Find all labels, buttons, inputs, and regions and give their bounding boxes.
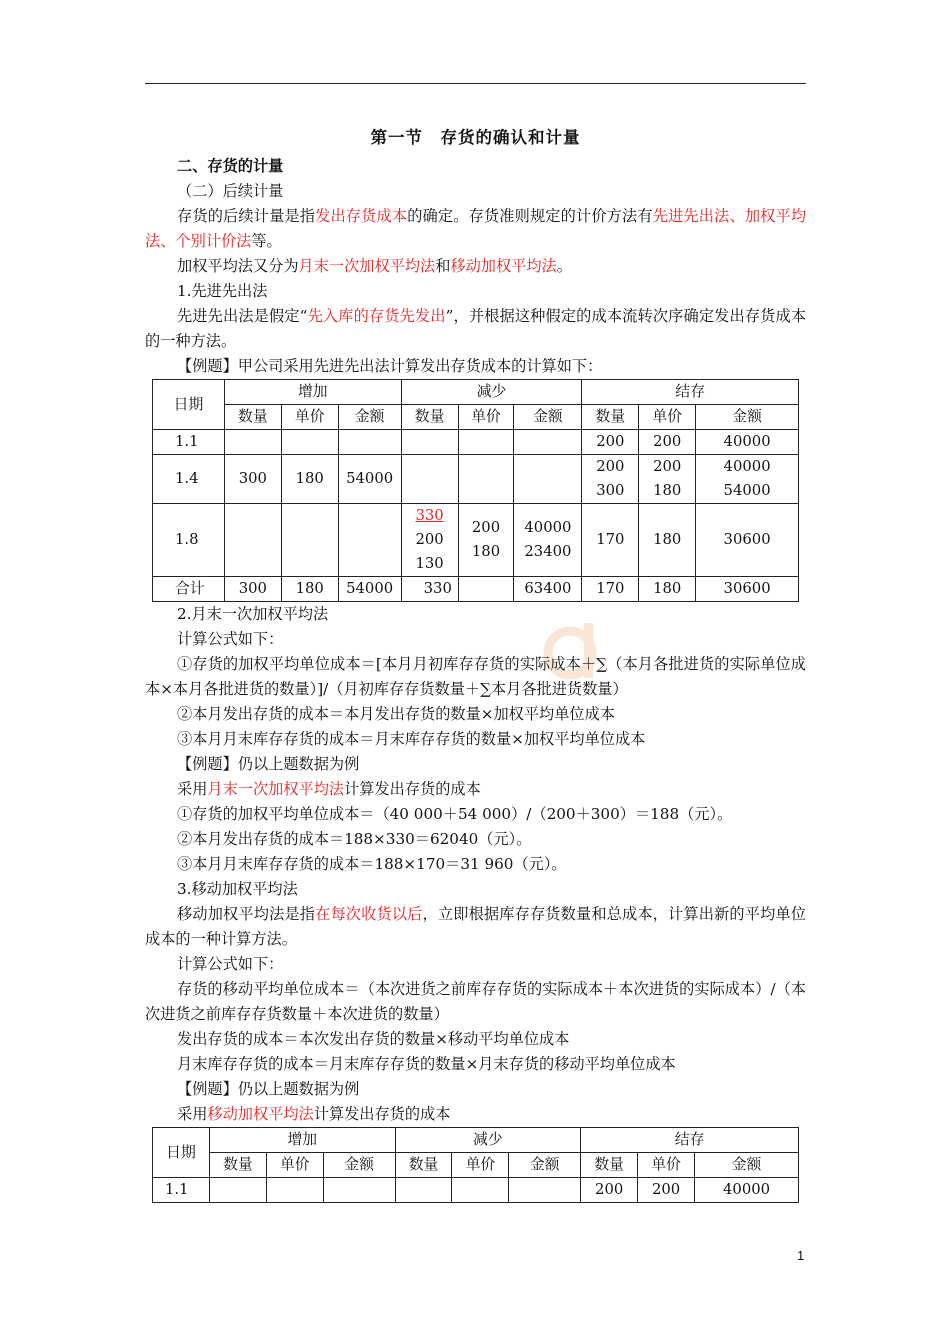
cell: 170	[582, 504, 639, 577]
monthly-formula-3: ③本月月末库存存货的成本＝月末库存存货的数量×加权平均单位成本	[177, 730, 646, 748]
text: 、	[729, 207, 745, 225]
section-heading: 二、存货的计量	[177, 157, 284, 175]
header-decrease: 减少	[401, 380, 582, 405]
text: 计算发出存货的成本	[344, 780, 481, 798]
monthly-calc-3: ③本月月末库存存货的成本＝188×170＝31 960（元）。	[177, 855, 567, 873]
cell	[514, 455, 582, 504]
header-qty: 数量	[581, 1153, 638, 1178]
fifo-table	[152, 379, 799, 602]
header-amount: 金额	[695, 1153, 799, 1178]
header-increase: 增加	[209, 1128, 395, 1153]
header-qty: 数量	[224, 405, 281, 430]
header-date: 日期	[153, 380, 225, 430]
text: 的确定。存货准则规定的计价方法有	[407, 207, 653, 225]
highlight: 月末一次加权平均法	[207, 780, 345, 798]
header-price: 单价	[458, 405, 514, 430]
cell: 300	[224, 455, 281, 504]
header-amount: 金额	[696, 405, 799, 430]
moving-formula-intro: 计算公式如下：	[177, 955, 284, 973]
cell: 170	[582, 577, 639, 602]
table-header-row	[153, 1128, 799, 1153]
cell	[582, 455, 639, 504]
cell: 180	[639, 577, 696, 602]
cell: 200	[638, 1178, 695, 1203]
fifo-heading: 1.先进先出法	[177, 282, 268, 300]
cell-line: 54000	[723, 482, 771, 499]
monthly-formula-1: ①存货的加权平均单位成本＝[本月月初库存存货的实际成本＋∑（本月各批进货的实际单位成本×本月各批进货的数量）]/（月初库存存货数量＋∑本月各批进货数量）	[145, 655, 806, 698]
cell-line: 200	[596, 458, 625, 475]
text: 先进先出法是假定“	[177, 307, 308, 325]
table-row	[153, 455, 799, 504]
cell-date: 1.8	[153, 504, 225, 577]
cell	[509, 1178, 581, 1203]
cell	[224, 430, 281, 455]
page-number: 1	[797, 1248, 805, 1263]
monthly-use	[145, 777, 806, 802]
fifo-example: 【例题】甲公司采用先进先出法计算发出存货成本的计算如下：	[177, 357, 603, 375]
cell	[514, 504, 582, 577]
header-amount: 金额	[323, 1153, 395, 1178]
header-date: 日期	[153, 1128, 210, 1178]
text: 。	[556, 257, 572, 275]
header-increase: 增加	[224, 380, 401, 405]
highlight: 个别计价法	[175, 232, 252, 250]
moving-heading: 3.移动加权平均法	[177, 880, 298, 898]
cell	[514, 430, 582, 455]
cell: 330	[401, 577, 458, 602]
cell	[401, 430, 458, 455]
highlight: 在每次收货以后	[315, 905, 423, 923]
cell: 180	[639, 504, 696, 577]
monthly-calc-2: ②本月发出存货的成本＝188×330＝62040（元）。	[177, 830, 532, 848]
cell	[401, 455, 458, 504]
cell-date: 1.4	[153, 455, 225, 504]
fifo-description	[145, 304, 806, 354]
cell: 40000	[695, 1178, 799, 1203]
cell: 180	[281, 455, 338, 504]
header-decrease: 减少	[395, 1128, 581, 1153]
cell	[458, 430, 514, 455]
monthly-formula-2: ②本月发出存货的成本＝本月发出存货的数量×加权平均单位成本	[177, 705, 615, 723]
table-subheader-row	[153, 1153, 799, 1178]
table-total-row	[153, 577, 799, 602]
document-body	[145, 122, 806, 1203]
cell	[401, 504, 458, 577]
cell	[338, 430, 401, 455]
cell	[452, 1178, 509, 1203]
highlight: 先进先出法	[652, 207, 730, 225]
moving-example: 【例题】仍以上题数据为例	[177, 1080, 360, 1098]
text: 移动加权平均法是指	[177, 905, 316, 923]
header-balance: 结存	[582, 380, 799, 405]
header-price: 单价	[452, 1153, 509, 1178]
cell	[458, 455, 514, 504]
cell: 54000	[338, 455, 401, 504]
header-qty: 数量	[582, 405, 639, 430]
monthly-calc-1: ①存货的加权平均单位成本＝（40 000＋54 000）/（200＋300）＝188（元）。	[177, 805, 733, 823]
cell	[458, 504, 514, 577]
header-amount: 金额	[509, 1153, 581, 1178]
cell	[395, 1178, 452, 1203]
cell: 200	[581, 1178, 638, 1203]
header-price: 单价	[639, 405, 696, 430]
cell-line: 200	[415, 531, 444, 548]
cell-line: 180	[653, 482, 682, 499]
cell: 40000	[696, 430, 799, 455]
cell	[224, 504, 281, 577]
highlight: 发出存货成本	[315, 207, 408, 225]
monthly-example: 【例题】仍以上题数据为例	[177, 755, 360, 773]
header-rule	[145, 83, 806, 84]
cell: 63400	[514, 577, 582, 602]
cell	[209, 1178, 266, 1203]
cell: 30600	[696, 577, 799, 602]
text: ，立即根据库存存货数量和总成本，计算出新的平均单位成本的一种计算方法。	[145, 905, 807, 948]
page-title: 第一节 存货的确认和计量	[370, 128, 581, 147]
cell-line: 40000	[723, 458, 771, 475]
text: 采用	[177, 1105, 208, 1123]
header-amount: 金额	[514, 405, 582, 430]
header-qty: 数量	[401, 405, 458, 430]
cell-line: 200	[471, 519, 501, 536]
moving-formula-3: 月末库存存货的成本＝月末库存存货的数量×月末存货的移动平均单位成本	[177, 1055, 676, 1073]
cell	[458, 577, 514, 602]
table-row	[153, 430, 799, 455]
text: 等。	[251, 232, 282, 250]
header-qty: 数量	[395, 1153, 452, 1178]
cell-line: 40000	[524, 519, 572, 536]
cell	[639, 455, 696, 504]
highlight: 先入库的存货先发出	[307, 307, 446, 325]
text: 和	[435, 257, 451, 275]
cell: 30600	[696, 504, 799, 577]
cell: 180	[281, 577, 338, 602]
table-subheader-row	[153, 405, 799, 430]
header-balance: 结存	[581, 1128, 799, 1153]
cell-date: 1.1	[153, 430, 225, 455]
monthly-heading: 2.月末一次加权平均法	[177, 605, 329, 623]
intro-paragraph-2	[145, 254, 806, 279]
cell	[266, 1178, 323, 1203]
text: ”，并根据这种假定的成本流转次序确定发出存货成本的一种方法。	[145, 307, 807, 350]
text: 计算发出存货的成本	[313, 1105, 451, 1123]
highlight: 月末一次加权平均法	[298, 257, 436, 275]
cell: 200	[639, 430, 696, 455]
highlight: 移动加权平均法	[207, 1105, 314, 1123]
cell-line: 180	[471, 543, 501, 560]
cell-line-highlight: 330	[415, 507, 444, 524]
header-price: 单价	[281, 405, 338, 430]
cell	[281, 430, 338, 455]
moving-formula-1: 存货的移动平均单位成本＝（本次进货之前库存存货的实际成本＋本次进货的实际成本）/（本次进货之前库存存货数量＋本次进货的数量）	[145, 980, 806, 1023]
cell-line: 130	[415, 555, 444, 572]
cell	[338, 504, 401, 577]
cell	[323, 1178, 395, 1203]
header-qty: 数量	[209, 1153, 266, 1178]
table-row	[153, 504, 799, 577]
moving-table	[152, 1127, 799, 1203]
monthly-formula-intro: 计算公式如下：	[177, 630, 284, 648]
text: 加权平均法又分为	[177, 257, 299, 275]
header-price: 单价	[638, 1153, 695, 1178]
text: 存货的后续计量是指	[177, 207, 316, 225]
intro-paragraph-1	[145, 204, 806, 254]
moving-formula-2: 发出存货的成本＝本次发出存货的数量×移动平均单位成本	[177, 1030, 570, 1048]
moving-use	[145, 1102, 806, 1127]
text: 采用	[177, 780, 208, 798]
text: 、	[160, 232, 176, 250]
header-price: 单价	[266, 1153, 323, 1178]
cell: 54000	[338, 577, 401, 602]
cell-line: 200	[653, 458, 682, 475]
subsection-heading: （二）后续计量	[177, 182, 284, 200]
cell	[696, 455, 799, 504]
cell-total-label: 合计	[153, 577, 225, 602]
highlight: 移动加权平均法	[450, 257, 557, 275]
cell: 300	[224, 577, 281, 602]
cell-line: 23400	[524, 543, 572, 560]
cell	[281, 504, 338, 577]
highlight: 加权平均法	[145, 207, 807, 250]
cell-date: 1.1	[153, 1178, 210, 1203]
header-amount: 金额	[338, 405, 401, 430]
table-header-row	[153, 380, 799, 405]
moving-description	[145, 902, 806, 952]
table-row	[153, 1178, 799, 1203]
cell-line: 300	[596, 482, 625, 499]
cell: 200	[582, 430, 639, 455]
